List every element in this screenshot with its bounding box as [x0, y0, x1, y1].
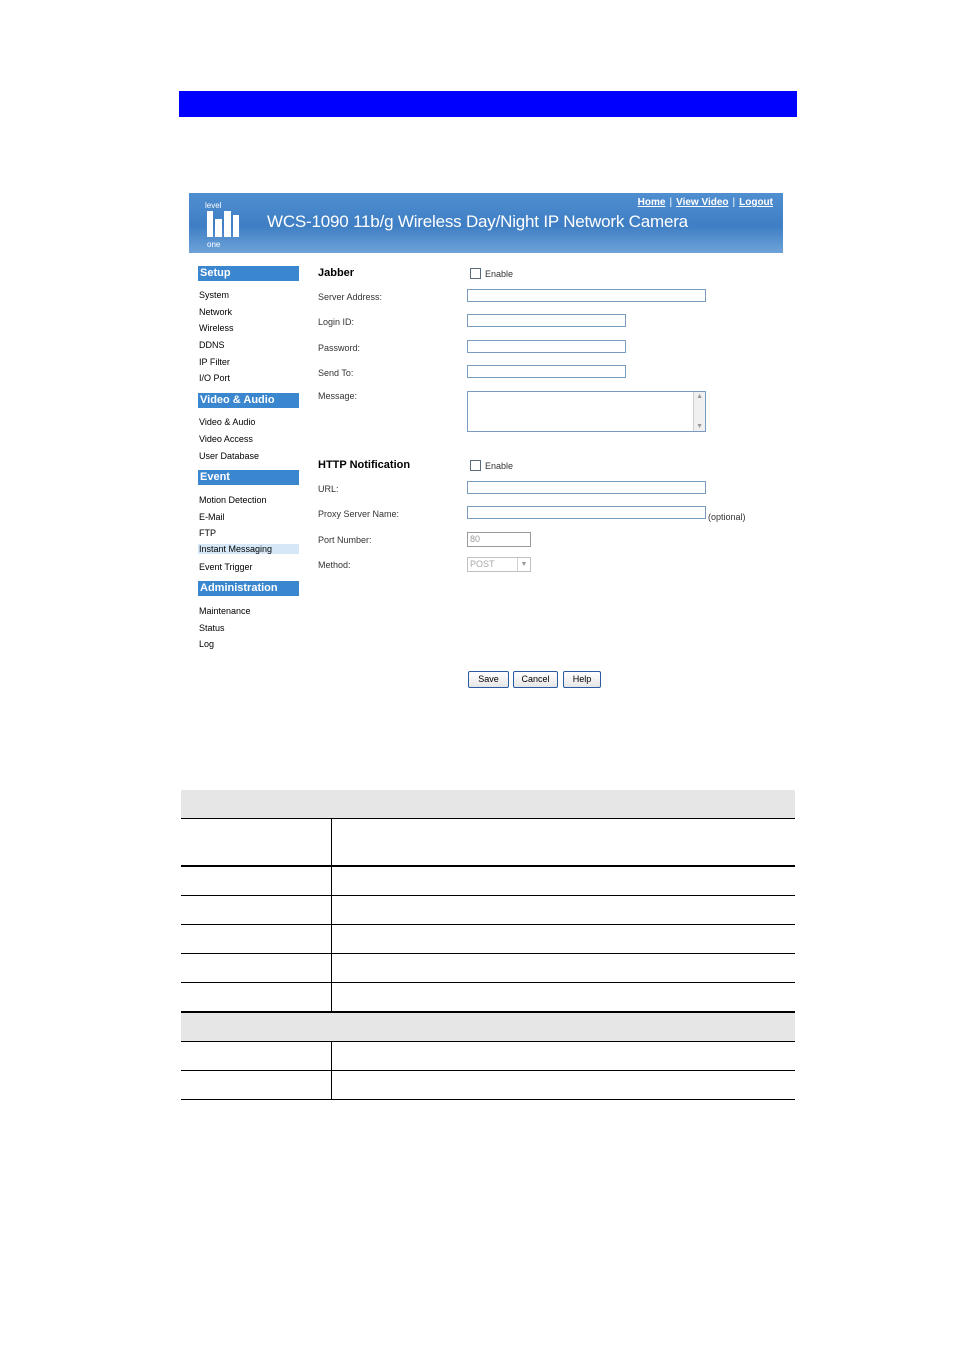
table-row — [181, 954, 795, 983]
banner-title: WCS-1090 11b/g Wireless Day/Night IP Network Camera — [267, 212, 688, 231]
sidebar-item-event-trigger[interactable]: Event Trigger — [199, 562, 253, 572]
sidebar-item-ip-filter[interactable]: IP Filter — [199, 357, 230, 367]
banner — [189, 193, 783, 253]
table-row — [181, 1071, 795, 1100]
logout-link[interactable]: Logout — [739, 197, 773, 208]
sidebar-item-video-audio[interactable]: Video & Audio — [199, 417, 256, 427]
save-button[interactable]: Save — [468, 671, 509, 688]
port-number-input[interactable]: 80 — [467, 532, 531, 547]
sidebar-section-event: Event — [198, 470, 299, 485]
message-label: Message: — [318, 391, 358, 401]
send-to-label: Send To: — [318, 368, 354, 378]
sidebar-item-instant-messaging[interactable]: Instant Messaging — [198, 544, 299, 554]
method-label: Method: — [318, 560, 351, 570]
levelone-logo-icon — [203, 199, 243, 249]
jabber-enable-checkbox[interactable] — [470, 268, 481, 279]
table-row — [181, 925, 795, 954]
password-label: Password: — [318, 343, 361, 353]
login-id-input[interactable] — [467, 314, 626, 327]
sidebar-item-video-access[interactable]: Video Access — [199, 434, 253, 444]
sidebar-item-network[interactable]: Network — [199, 307, 233, 317]
document-title-bar — [179, 91, 797, 117]
proxy-server-input[interactable] — [467, 506, 706, 519]
proxy-server-label: Proxy Server Name: — [318, 509, 400, 519]
sidebar-item-system[interactable]: System — [199, 290, 230, 300]
http-notification-title: HTTP Notification — [318, 459, 411, 471]
sidebar-item-maintenance[interactable]: Maintenance — [199, 606, 251, 616]
scroll-down-icon[interactable]: ▼ — [696, 423, 703, 430]
table-section-header — [181, 1012, 795, 1042]
table-row — [181, 896, 795, 925]
cancel-button[interactable]: Cancel — [513, 671, 558, 688]
sidebar-item-ftp[interactable]: FTP — [199, 528, 216, 538]
sidebar-section-setup: Setup — [198, 266, 299, 281]
table-row — [181, 983, 795, 1013]
scroll-up-icon[interactable]: ▲ — [696, 393, 703, 400]
svg-text:one: one — [207, 240, 221, 249]
http-enable-label: Enable — [485, 461, 514, 471]
camera-settings-screenshot — [189, 193, 783, 693]
method-select-value: POST — [470, 559, 495, 569]
sidebar-item-ddns[interactable]: DDNS — [199, 340, 225, 350]
sidebar-section-administration: Administration — [198, 581, 299, 596]
http-enable-checkbox[interactable] — [470, 460, 481, 471]
sidebar-item-wireless[interactable]: Wireless — [199, 323, 234, 333]
port-number-label: Port Number: — [318, 535, 372, 545]
table-row — [181, 866, 795, 896]
sidebar-item-email[interactable]: E-Mail — [199, 512, 225, 522]
help-button[interactable]: Help — [563, 671, 601, 688]
view-video-link[interactable]: View Video — [676, 197, 729, 208]
optional-hint: (optional) — [708, 512, 746, 522]
sidebar-section-video-audio: Video & Audio — [198, 393, 299, 408]
jabber-enable-label: Enable — [485, 269, 514, 279]
send-to-input[interactable] — [467, 365, 626, 378]
sidebar-item-user-database[interactable]: User Database — [199, 451, 260, 461]
top-links: Home | View Video | Logout — [637, 197, 773, 208]
message-textarea[interactable] — [467, 391, 706, 432]
server-address-label: Server Address: — [318, 292, 383, 302]
url-input[interactable] — [467, 481, 706, 494]
table-row — [181, 1042, 795, 1071]
sidebar-item-io-port[interactable]: I/O Port — [199, 373, 231, 383]
server-address-input[interactable] — [467, 289, 706, 302]
chevron-down-icon[interactable]: ▼ — [517, 558, 530, 571]
jabber-title: Jabber — [318, 267, 355, 279]
sidebar-item-log[interactable]: Log — [199, 639, 215, 649]
password-input[interactable] — [467, 340, 626, 353]
settings-description-table — [181, 790, 795, 1100]
svg-text:level: level — [205, 201, 222, 210]
home-link[interactable]: Home — [637, 197, 666, 208]
login-id-label: Login ID: — [318, 317, 355, 327]
table-row — [181, 819, 795, 867]
sidebar-item-motion-detection[interactable]: Motion Detection — [199, 495, 267, 505]
table-section-header — [181, 790, 795, 819]
method-select[interactable] — [467, 557, 531, 572]
url-label: URL: — [318, 484, 339, 494]
sidebar-item-status[interactable]: Status — [199, 623, 225, 633]
